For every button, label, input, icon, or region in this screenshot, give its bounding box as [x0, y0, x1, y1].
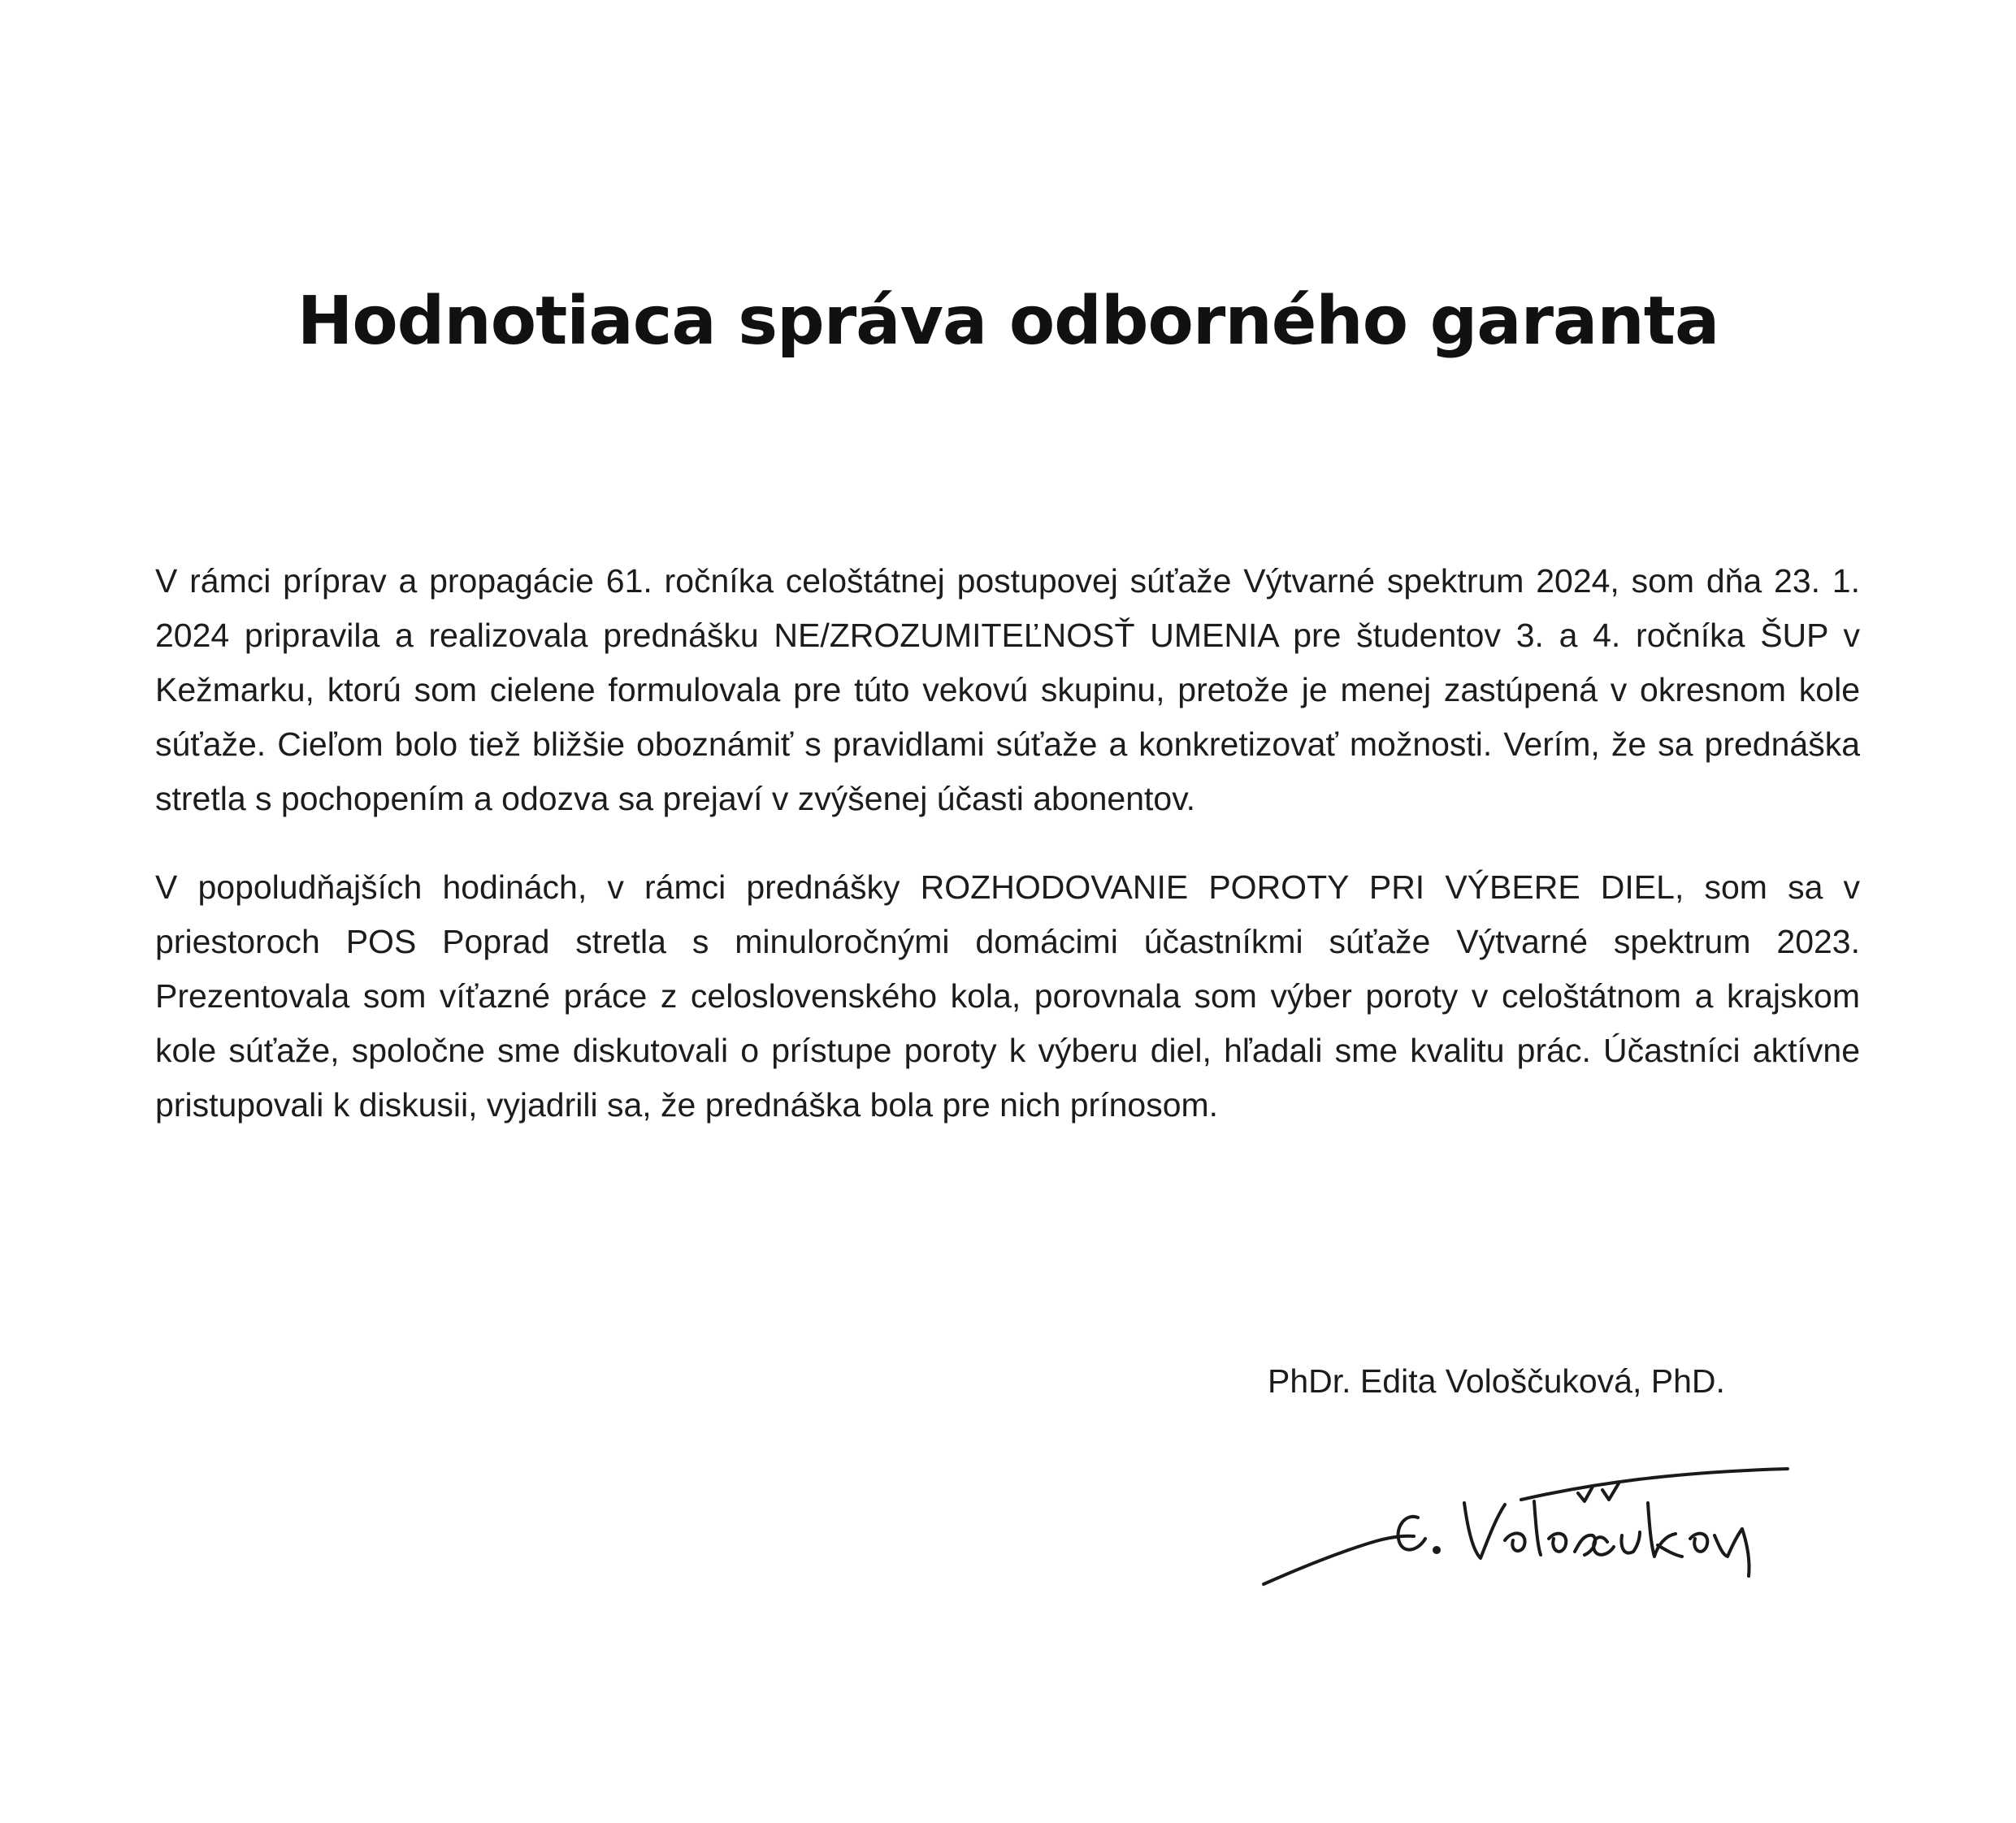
- paragraph-1: V rámci príprav a propagácie 61. ročníka celoštátnej postupovej súťaže Výtvarné spektrum 2024, som dňa 23. 1. 2024 pripravila a realizovala prednášku NE/ZROZUMITEĽNOSŤ UMENIA pre študentov 3. a 4. ročníka ŠUP v Kežmarku, ktorú som cielene formulovala pre túto vekovú skupinu, pretože je menej zastúpená v okresnom kole súťaže. Cieľom bolo tiež bližšie oboznámiť s pravidlami súťaže a konkretizovať možnosti. Verím, že sa prednáška stretla s pochopením a odozva sa prejaví v zvýšenej účasti abonentov.: [155, 562, 1860, 817]
- paragraph-2: V popoludňajších hodinách, v rámci prednášky ROZHODOVANIE POROTY PRI VÝBERE DIEL, som sa v priestoroch POS Poprad stretla s minuloročnými domácimi účastníkmi súťaže Výtvarné spektrum 2023. Prezentovala som víťazné práce z celoslovenského kola, porovnala som výber poroty v celoštátnom a krajskom kole súťaže, spoločne sme diskutovali o prístupe poroty k výberu diel, hľadali sme kvalitu prác. Účastníci aktívne pristupovali k diskusii, vyjadrili sa, že prednáška bola pre nich prínosom.: [155, 868, 1860, 1124]
- author-name: PhDr. Edita Vološčuková, PhD.: [1268, 1362, 1725, 1400]
- document-title: Hodnotiaca správa odborného garanta: [297, 283, 1719, 360]
- document-body: [155, 554, 1860, 1167]
- handwritten-signature-icon: [1251, 1454, 1804, 1609]
